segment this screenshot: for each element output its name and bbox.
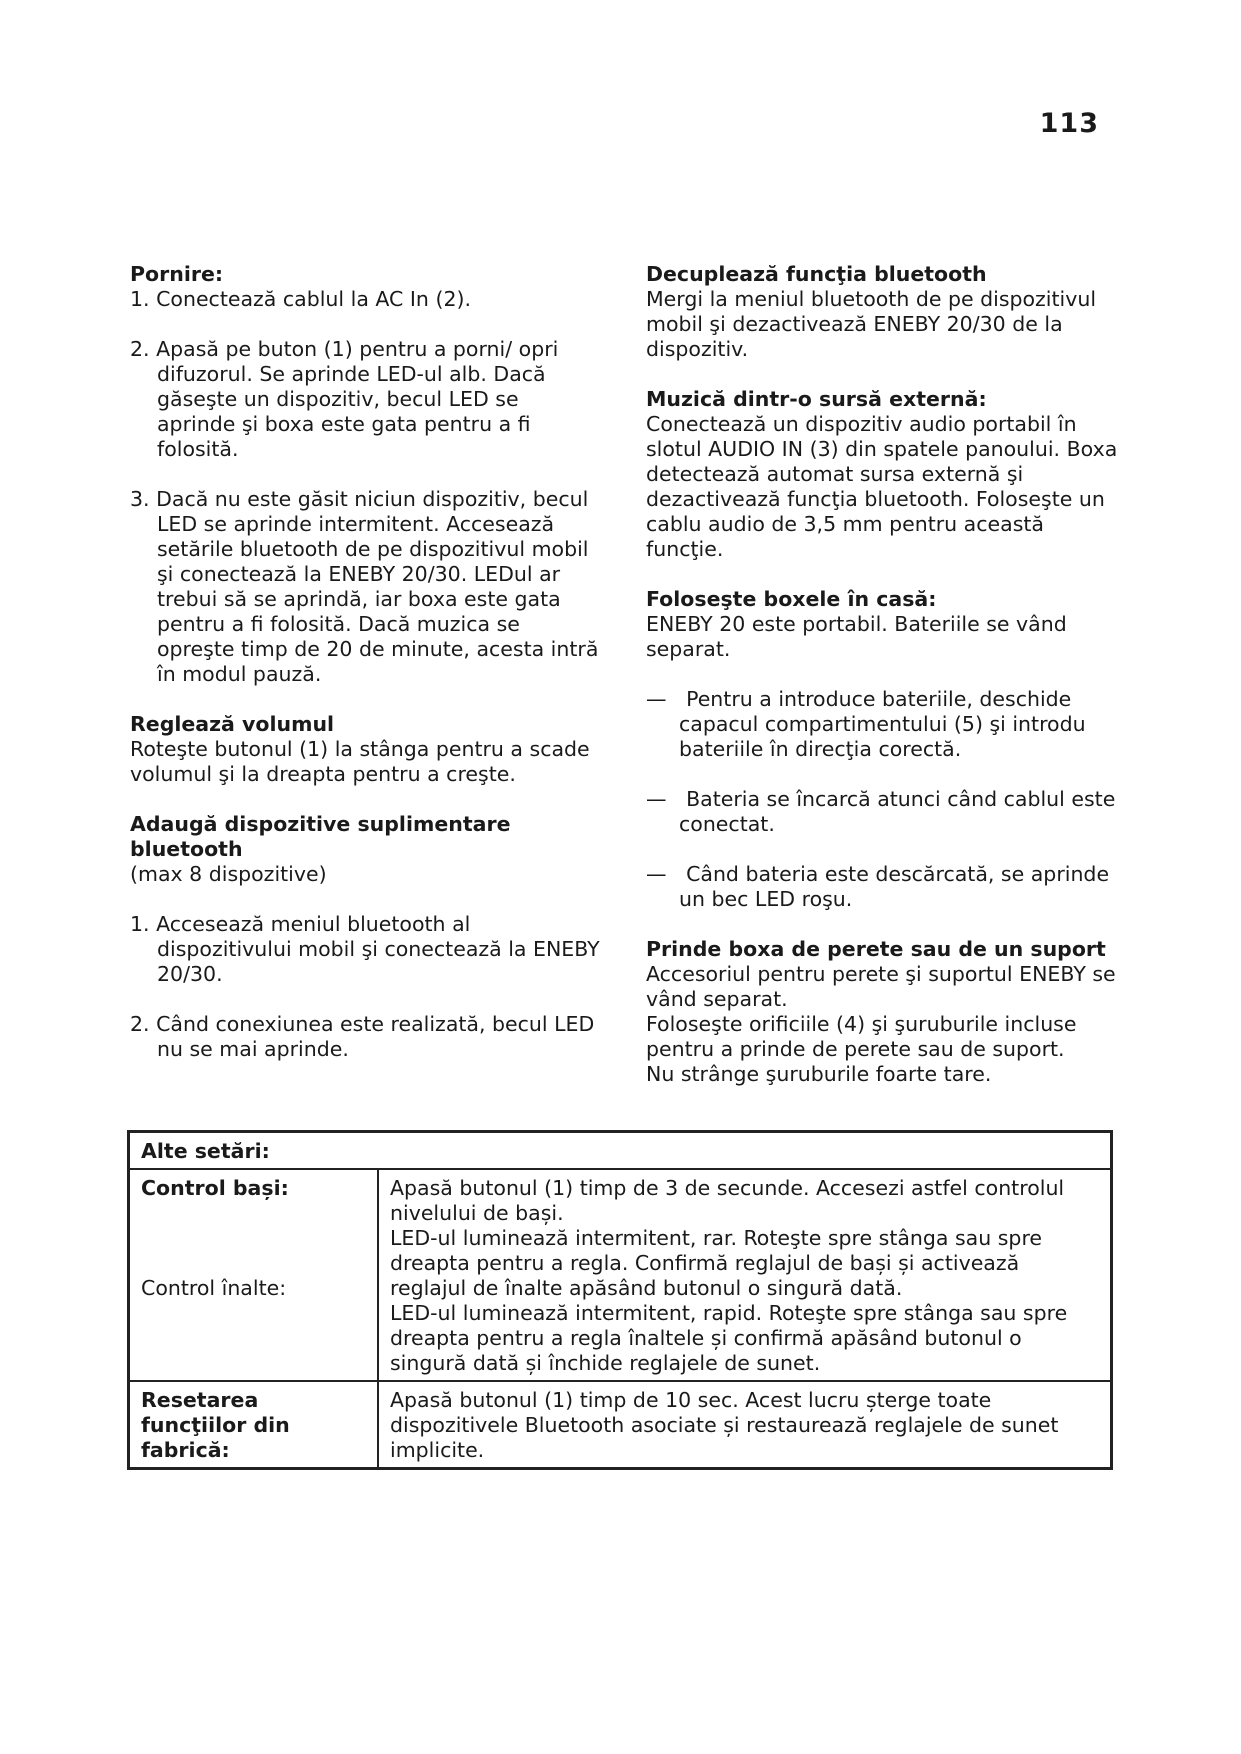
item-text: Bateria se încarcă atunci când cablul este conectat. bbox=[679, 787, 1116, 836]
adauga-subtitle: (max 8 dispozitive) bbox=[130, 862, 327, 886]
volum-heading: Reglează volumul bbox=[130, 712, 335, 736]
list-item bbox=[130, 1012, 600, 1062]
pornire-heading: Pornire: bbox=[130, 262, 224, 286]
item-text: Dacă nu este găsit niciun dispozitiv, becul LED se aprinde intermitent. Accesează setările bluetooth de pe dispozitivul mobil şi conectează la ENEBY 20/30. LEDul ar trebui să se aprindă, iar boxa este gata pentru a fi folosită. Dacă muzica se opreşte timp de 20 de minute, acesta intră în modul pauză. bbox=[156, 487, 599, 686]
item-text: Apasă pe buton (1) pentru a porni/ opri difuzorul. Se aprinde LED-ul alb. Dacă găseşte un dispozitiv, becul LED se aprinde şi boxa este gata pentru a fi folosită. bbox=[156, 337, 559, 461]
reset-label: Resetarea funcţiilor din fabrică: bbox=[129, 1381, 379, 1469]
bass-text: LED-ul luminează intermitent, rar. Roteşte spre stânga sau spre dreapta pentru a regla. Confirmă reglajul de bași și activează reglajul de înalte apăsând butonul o singură dată. bbox=[390, 1226, 1043, 1300]
decupleaza-heading: Decuplează funcţia bluetooth bbox=[646, 262, 987, 286]
volum-text: Roteşte butonul (1) la stânga pentru a scade volumul şi la dreapta pentru a creşte. bbox=[130, 737, 590, 786]
table-row bbox=[129, 1169, 1112, 1381]
item-number: 1. bbox=[130, 287, 150, 311]
list-item bbox=[130, 487, 600, 687]
prinde-line: Foloseşte orificiile (4) şi şuruburile incluse pentru a prinde de perete sau de suport. bbox=[646, 1012, 1077, 1061]
section-pornire bbox=[130, 262, 600, 687]
section-muzica bbox=[646, 387, 1126, 562]
spacer bbox=[141, 1201, 366, 1276]
casa-heading: Foloseşte boxele în casă: bbox=[646, 587, 937, 611]
prinde-line: Nu strânge şuruburile foarte tare. bbox=[646, 1062, 992, 1086]
item-number: 1. bbox=[130, 912, 150, 936]
item-text: Conectează cablul la AC In (2). bbox=[156, 287, 472, 311]
settings-table bbox=[127, 1130, 1113, 1470]
page-number: 113 bbox=[1039, 108, 1099, 139]
table-row bbox=[129, 1381, 1112, 1469]
table-header-row bbox=[129, 1132, 1112, 1170]
treble-label: Control înalte: bbox=[141, 1276, 287, 1300]
right-column bbox=[646, 262, 1126, 1087]
casa-text: ENEBY 20 este portabil. Bateriile se vând separat. bbox=[646, 612, 1067, 661]
item-number: 3. bbox=[130, 487, 150, 511]
section-adauga bbox=[130, 812, 600, 1062]
item-text: Când conexiunea este realizată, becul LED nu se mai aprinde. bbox=[156, 1012, 595, 1061]
item-number: 2. bbox=[130, 1012, 150, 1036]
section-prinde bbox=[646, 937, 1126, 1087]
decupleaza-text: Mergi la meniul bluetooth de pe dispozitivul mobil şi dezactivează ENEBY 20/30 de la dispozitiv. bbox=[646, 287, 1097, 361]
item-text: Când bateria este descărcată, se aprinde un bec LED roşu. bbox=[679, 862, 1110, 911]
bass-text: Apasă butonul (1) timp de 3 de secunde. Accesezi astfel controlul nivelului de bași. bbox=[390, 1176, 1065, 1225]
bass-treble-text bbox=[378, 1169, 1112, 1381]
item-text: Pentru a introduce bateriile, deschide capacul compartimentului (5) şi introdu bateriile în direcţia corectă. bbox=[679, 687, 1086, 761]
adauga-heading: Adaugă dispozitive suplimentare bluetooth bbox=[130, 812, 511, 861]
list-item bbox=[130, 287, 600, 312]
bass-label: Control bași: bbox=[141, 1176, 289, 1200]
section-casa bbox=[646, 587, 1126, 912]
prinde-line: Accesoriul pentru perete şi suportul ENEBY se vând separat. bbox=[646, 962, 1116, 1011]
bass-treble-labels bbox=[129, 1169, 379, 1381]
item-text: Accesează meniul bluetooth al dispozitivului mobil şi conectează la ENEBY 20/30. bbox=[156, 912, 600, 986]
muzica-heading: Muzică dintr-o sursă externă: bbox=[646, 387, 987, 411]
list-item: — Pentru a introduce bateriile, deschide capacul compartimentului (5) şi introdu bateriile în direcţia corectă. bbox=[646, 687, 1086, 761]
reset-text: Apasă butonul (1) timp de 10 sec. Acest lucru șterge toate dispozitivele Bluetooth asociate și restaurează reglajele de sunet implicite. bbox=[378, 1381, 1112, 1469]
dash-list bbox=[646, 687, 1126, 912]
treble-text: LED-ul luminează intermitent, rapid. Roteşte spre stânga sau spre dreapta pentru a regla înaltele și confirmă apăsând butonul o singură dată și închide reglajele de sunet. bbox=[390, 1301, 1068, 1375]
item-number: 2. bbox=[130, 337, 150, 361]
section-volum bbox=[130, 712, 600, 787]
list-item: — Bateria se încarcă atunci când cablul este conectat. bbox=[646, 787, 1116, 836]
list-item: — Când bateria este descărcată, se aprinde un bec LED roşu. bbox=[646, 862, 1110, 911]
section-decupleaza bbox=[646, 262, 1126, 362]
table-header: Alte setări: bbox=[129, 1132, 1112, 1170]
left-column bbox=[130, 262, 600, 1087]
prinde-heading: Prinde boxa de perete sau de un suport bbox=[646, 937, 1106, 961]
list-item bbox=[130, 912, 600, 987]
muzica-text: Conectează un dispozitiv audio portabil în slotul AUDIO IN (3) din spatele panoului. Boxa detectează automat sursa externă şi dezactivează funcţia bluetooth. Foloseşte un cablu audio de 3,5 mm pentru această funcţie. bbox=[646, 412, 1118, 561]
list-item bbox=[130, 337, 600, 462]
